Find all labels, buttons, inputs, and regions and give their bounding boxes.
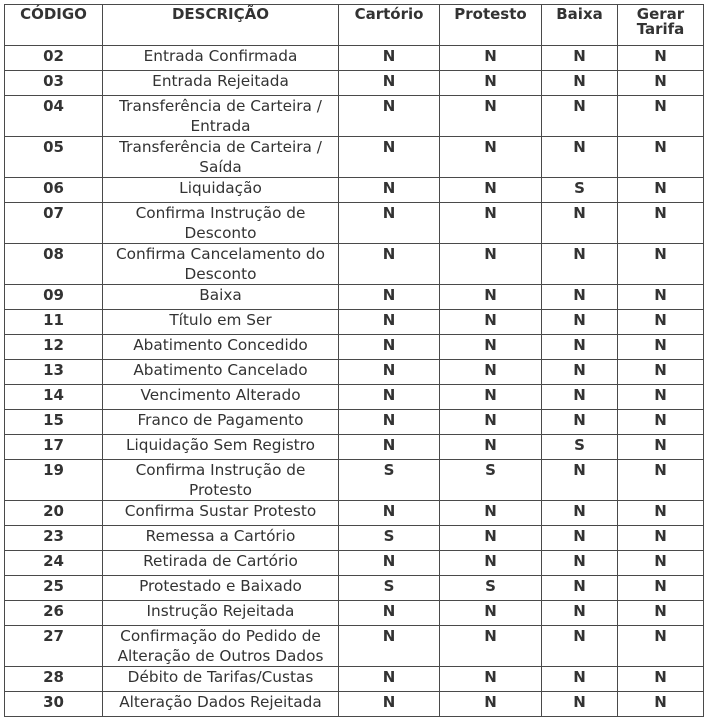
cell-cartorio: S bbox=[339, 526, 440, 551]
table-row bbox=[5, 335, 704, 360]
cell-protesto: N bbox=[440, 71, 542, 96]
table-row bbox=[5, 385, 704, 410]
cell-codigo: 03 bbox=[5, 71, 103, 96]
cell-cartorio: N bbox=[339, 335, 440, 360]
cell-protesto: N bbox=[440, 435, 542, 460]
cell-codigo: 07 bbox=[5, 203, 103, 244]
table-row bbox=[5, 285, 704, 310]
cell-descricao: Entrada Confirmada bbox=[103, 46, 339, 71]
table-row bbox=[5, 526, 704, 551]
table-row bbox=[5, 692, 704, 717]
cell-cartorio: N bbox=[339, 137, 440, 178]
cell-gerar-tarifa: N bbox=[618, 71, 704, 96]
cell-protesto: N bbox=[440, 551, 542, 576]
cell-codigo: 14 bbox=[5, 385, 103, 410]
cell-codigo: 12 bbox=[5, 335, 103, 360]
cell-baixa: N bbox=[542, 460, 618, 501]
cell-baixa: S bbox=[542, 435, 618, 460]
cell-codigo: 04 bbox=[5, 96, 103, 137]
cell-codigo: 30 bbox=[5, 692, 103, 717]
cell-codigo: 26 bbox=[5, 601, 103, 626]
cell-gerar-tarifa: N bbox=[618, 501, 704, 526]
cell-baixa: N bbox=[542, 501, 618, 526]
cell-cartorio: N bbox=[339, 46, 440, 71]
cell-gerar-tarifa: N bbox=[618, 435, 704, 460]
cell-descricao: Vencimento Alterado bbox=[103, 385, 339, 410]
cell-descricao: Retirada de Cartório bbox=[103, 551, 339, 576]
cell-cartorio: S bbox=[339, 460, 440, 501]
table-row bbox=[5, 551, 704, 576]
cell-gerar-tarifa: N bbox=[618, 410, 704, 435]
cell-protesto: N bbox=[440, 692, 542, 717]
cell-codigo: 02 bbox=[5, 46, 103, 71]
cell-baixa: N bbox=[542, 310, 618, 335]
table-row bbox=[5, 460, 704, 501]
cell-codigo: 11 bbox=[5, 310, 103, 335]
table-row bbox=[5, 310, 704, 335]
cell-baixa: N bbox=[542, 626, 618, 667]
cell-cartorio: N bbox=[339, 385, 440, 410]
header-cartorio: Cartório bbox=[339, 5, 440, 46]
cell-descricao: Débito de Tarifas/Custas bbox=[103, 667, 339, 692]
cell-baixa: N bbox=[542, 576, 618, 601]
cell-cartorio: N bbox=[339, 71, 440, 96]
cell-cartorio: N bbox=[339, 667, 440, 692]
cell-gerar-tarifa: N bbox=[618, 551, 704, 576]
cell-baixa: N bbox=[542, 692, 618, 717]
cell-codigo: 25 bbox=[5, 576, 103, 601]
cell-baixa: S bbox=[542, 178, 618, 203]
cell-gerar-tarifa: N bbox=[618, 178, 704, 203]
header-baixa: Baixa bbox=[542, 5, 618, 46]
cell-cartorio: N bbox=[339, 203, 440, 244]
cell-cartorio: N bbox=[339, 551, 440, 576]
cell-codigo: 20 bbox=[5, 501, 103, 526]
cell-baixa: N bbox=[542, 46, 618, 71]
cell-baixa: N bbox=[542, 526, 618, 551]
cell-baixa: N bbox=[542, 410, 618, 435]
cell-descricao: Entrada Rejeitada bbox=[103, 71, 339, 96]
cell-descricao: Remessa a Cartório bbox=[103, 526, 339, 551]
cell-gerar-tarifa: N bbox=[618, 285, 704, 310]
cell-cartorio: N bbox=[339, 410, 440, 435]
cell-gerar-tarifa: N bbox=[618, 576, 704, 601]
header-gerar-tarifa: Gerar Tarifa bbox=[618, 5, 704, 46]
cell-descricao: Confirma Instrução de Desconto bbox=[103, 203, 339, 244]
cell-codigo: 15 bbox=[5, 410, 103, 435]
cell-gerar-tarifa: N bbox=[618, 692, 704, 717]
cell-protesto: N bbox=[440, 178, 542, 203]
cell-codigo: 19 bbox=[5, 460, 103, 501]
cell-descricao: Baixa bbox=[103, 285, 339, 310]
cell-cartorio: N bbox=[339, 692, 440, 717]
table-row bbox=[5, 96, 704, 137]
cell-protesto: N bbox=[440, 335, 542, 360]
cell-cartorio: N bbox=[339, 96, 440, 137]
cell-cartorio: N bbox=[339, 360, 440, 385]
cell-descricao: Confirma Sustar Protesto bbox=[103, 501, 339, 526]
cell-codigo: 17 bbox=[5, 435, 103, 460]
cell-baixa: N bbox=[542, 385, 618, 410]
cell-gerar-tarifa: N bbox=[618, 601, 704, 626]
cell-baixa: N bbox=[542, 551, 618, 576]
cell-gerar-tarifa: N bbox=[618, 96, 704, 137]
cell-gerar-tarifa: N bbox=[618, 203, 704, 244]
cell-protesto: N bbox=[440, 385, 542, 410]
cell-cartorio: N bbox=[339, 601, 440, 626]
table-row bbox=[5, 71, 704, 96]
table-row bbox=[5, 244, 704, 285]
cell-cartorio: N bbox=[339, 626, 440, 667]
cell-protesto: S bbox=[440, 460, 542, 501]
cell-baixa: N bbox=[542, 667, 618, 692]
cell-codigo: 28 bbox=[5, 667, 103, 692]
table-row bbox=[5, 501, 704, 526]
table-row bbox=[5, 203, 704, 244]
cell-baixa: N bbox=[542, 285, 618, 310]
cell-gerar-tarifa: N bbox=[618, 137, 704, 178]
cell-baixa: N bbox=[542, 335, 618, 360]
cell-descricao: Transferência de Carteira / Entrada bbox=[103, 96, 339, 137]
cell-codigo: 27 bbox=[5, 626, 103, 667]
header-codigo: CÓDIGO bbox=[5, 5, 103, 46]
table-row bbox=[5, 410, 704, 435]
cell-baixa: N bbox=[542, 96, 618, 137]
cell-cartorio: S bbox=[339, 576, 440, 601]
cell-gerar-tarifa: N bbox=[618, 244, 704, 285]
cell-cartorio: N bbox=[339, 244, 440, 285]
cell-gerar-tarifa: N bbox=[618, 335, 704, 360]
header-protesto: Protesto bbox=[440, 5, 542, 46]
table-row bbox=[5, 137, 704, 178]
cell-codigo: 05 bbox=[5, 137, 103, 178]
cell-gerar-tarifa: N bbox=[618, 385, 704, 410]
cell-descricao: Liquidação Sem Registro bbox=[103, 435, 339, 460]
cell-gerar-tarifa: N bbox=[618, 667, 704, 692]
table-row bbox=[5, 601, 704, 626]
cell-descricao: Instrução Rejeitada bbox=[103, 601, 339, 626]
header-descricao: DESCRIÇÃO bbox=[103, 5, 339, 46]
cell-cartorio: N bbox=[339, 178, 440, 203]
cell-gerar-tarifa: N bbox=[618, 526, 704, 551]
cell-protesto: N bbox=[440, 626, 542, 667]
cell-codigo: 24 bbox=[5, 551, 103, 576]
cell-descricao: Abatimento Concedido bbox=[103, 335, 339, 360]
cell-gerar-tarifa: N bbox=[618, 46, 704, 71]
cell-protesto: N bbox=[440, 360, 542, 385]
cell-baixa: N bbox=[542, 601, 618, 626]
cell-protesto: N bbox=[440, 410, 542, 435]
cell-codigo: 13 bbox=[5, 360, 103, 385]
cell-protesto: N bbox=[440, 285, 542, 310]
table-row bbox=[5, 435, 704, 460]
cell-codigo: 09 bbox=[5, 285, 103, 310]
cell-descricao: Franco de Pagamento bbox=[103, 410, 339, 435]
cell-protesto: N bbox=[440, 501, 542, 526]
cell-protesto: N bbox=[440, 310, 542, 335]
cell-gerar-tarifa: N bbox=[618, 626, 704, 667]
cell-descricao: Liquidação bbox=[103, 178, 339, 203]
cell-gerar-tarifa: N bbox=[618, 360, 704, 385]
cell-gerar-tarifa: N bbox=[618, 310, 704, 335]
cell-codigo: 23 bbox=[5, 526, 103, 551]
table-row bbox=[5, 667, 704, 692]
table-row bbox=[5, 626, 704, 667]
cell-descricao: Confirma Cancelamento do Desconto bbox=[103, 244, 339, 285]
cell-baixa: N bbox=[542, 360, 618, 385]
cell-gerar-tarifa: N bbox=[618, 460, 704, 501]
cell-protesto: N bbox=[440, 526, 542, 551]
cell-codigo: 08 bbox=[5, 244, 103, 285]
cell-protesto: N bbox=[440, 137, 542, 178]
cell-baixa: N bbox=[542, 203, 618, 244]
table-row bbox=[5, 360, 704, 385]
cell-protesto: N bbox=[440, 667, 542, 692]
occurrence-codes-table bbox=[4, 4, 704, 717]
cell-descricao: Transferência de Carteira / Saída bbox=[103, 137, 339, 178]
cell-descricao: Título em Ser bbox=[103, 310, 339, 335]
cell-baixa: N bbox=[542, 71, 618, 96]
cell-protesto: N bbox=[440, 96, 542, 137]
cell-protesto: N bbox=[440, 203, 542, 244]
cell-descricao: Abatimento Cancelado bbox=[103, 360, 339, 385]
cell-cartorio: N bbox=[339, 501, 440, 526]
table-row bbox=[5, 576, 704, 601]
cell-codigo: 06 bbox=[5, 178, 103, 203]
cell-descricao: Confirmação do Pedido de Alteração de Outros Dados bbox=[103, 626, 339, 667]
table-header-row bbox=[5, 5, 704, 46]
cell-protesto: N bbox=[440, 601, 542, 626]
cell-protesto: S bbox=[440, 576, 542, 601]
cell-cartorio: N bbox=[339, 435, 440, 460]
cell-baixa: N bbox=[542, 137, 618, 178]
table-row bbox=[5, 46, 704, 71]
cell-descricao: Protestado e Baixado bbox=[103, 576, 339, 601]
cell-cartorio: N bbox=[339, 285, 440, 310]
cell-protesto: N bbox=[440, 244, 542, 285]
cell-descricao: Confirma Instrução de Protesto bbox=[103, 460, 339, 501]
cell-descricao: Alteração Dados Rejeitada bbox=[103, 692, 339, 717]
cell-protesto: N bbox=[440, 46, 542, 71]
table-row bbox=[5, 178, 704, 203]
cell-baixa: N bbox=[542, 244, 618, 285]
cell-cartorio: N bbox=[339, 310, 440, 335]
